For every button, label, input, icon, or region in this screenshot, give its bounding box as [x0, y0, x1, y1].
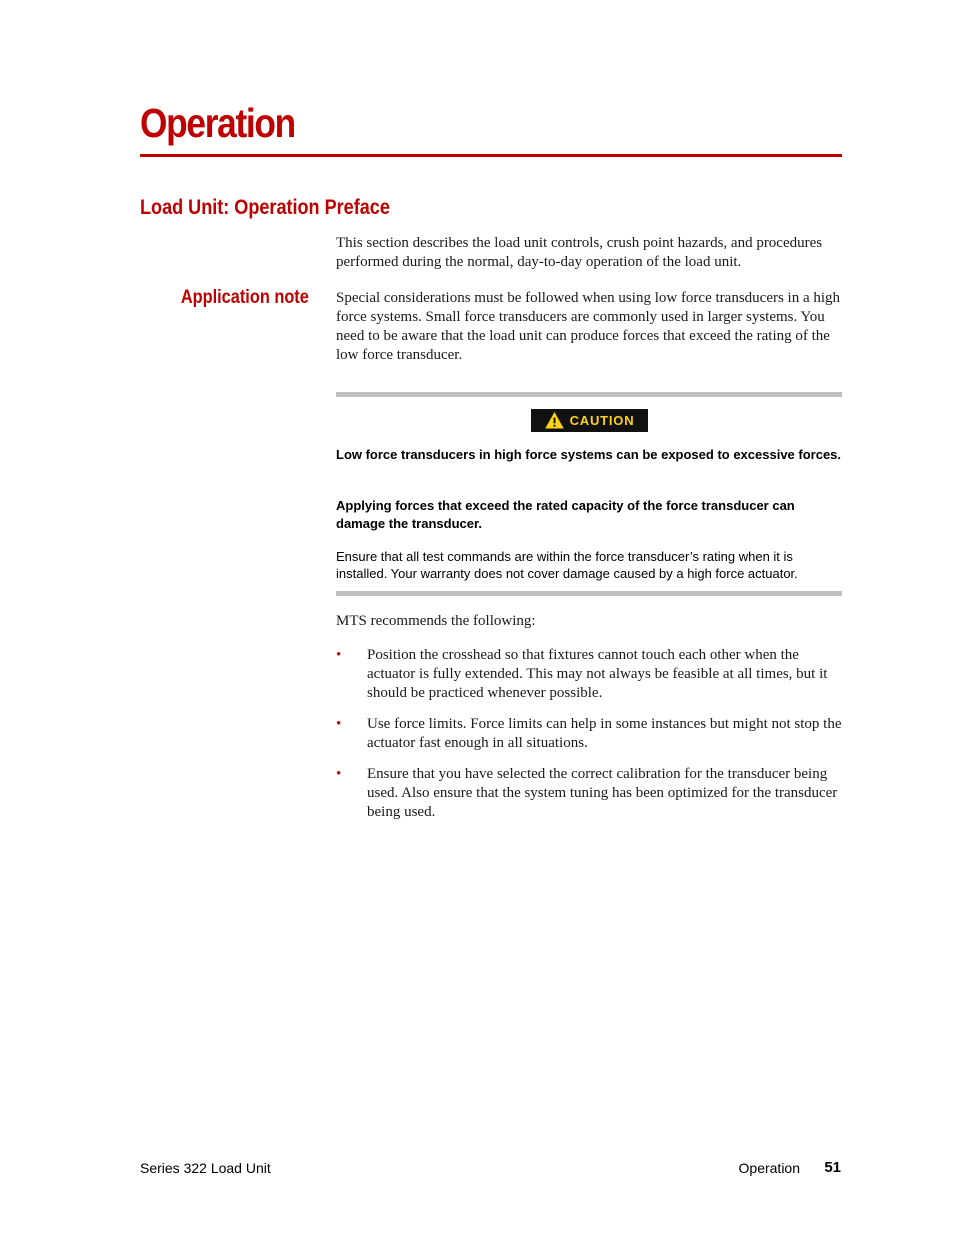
caution-label: CAUTION — [569, 413, 635, 428]
caution-badge — [531, 409, 648, 432]
page-number: 51 — [824, 1159, 841, 1176]
footer-document-title: Series 322 Load Unit — [140, 1160, 271, 1176]
title-rule — [140, 154, 842, 157]
bullet-icon: • — [336, 647, 342, 663]
caution-heading-2: Applying forces that exceed the rated capacity of the force transducer can damage the transducer. — [336, 498, 795, 531]
section-heading: Load Unit: Operation Preface — [140, 196, 390, 219]
bullet-icon: • — [336, 716, 342, 732]
intro-paragraph: This section describes the load unit controls, crush point hazards, and procedures performed during the normal, day-to-day operation of the load unit. — [336, 235, 823, 270]
recommendations-lead: MTS recommends the following: — [336, 613, 536, 629]
list-item-text: Use force limits. Force limits can help in some instances but might not stop the actuator fast enough in all situations. — [367, 716, 842, 751]
warning-triangle-icon — [545, 412, 564, 429]
bullet-icon: • — [336, 766, 342, 782]
caution-heading-1: Low force transducers in high force systems can be exposed to excessive forces. — [336, 447, 842, 462]
caution-body: Ensure that all test commands are within the force transducer’s rating when it is installed. Your warranty does not cover damage caused by a high force actuator. — [336, 549, 798, 581]
page-title: Operation — [140, 100, 295, 146]
application-note-heading: Application note — [181, 287, 309, 308]
caution-top-bar — [336, 392, 842, 397]
application-note-paragraph: Special considerations must be followed when using low force transducers in a high force systems. Small force transducers are commonly used in larger systems. You need to be aware that the load unit can produce forces that exceed the rating of the low force transducer. — [336, 290, 841, 363]
caution-bottom-bar — [336, 591, 842, 596]
list-item-text: Position the crosshead so that fixtures cannot touch each other when the actuator is fully extended. This may not always be feasible at all times, but it should be practiced whenever possible. — [367, 647, 828, 701]
list-item-text: Ensure that you have selected the correct calibration for the transducer being used. Also ensure that the system tuning has been optimized for the transducer being used. — [367, 766, 838, 820]
footer-section-name: Operation — [738, 1160, 800, 1176]
